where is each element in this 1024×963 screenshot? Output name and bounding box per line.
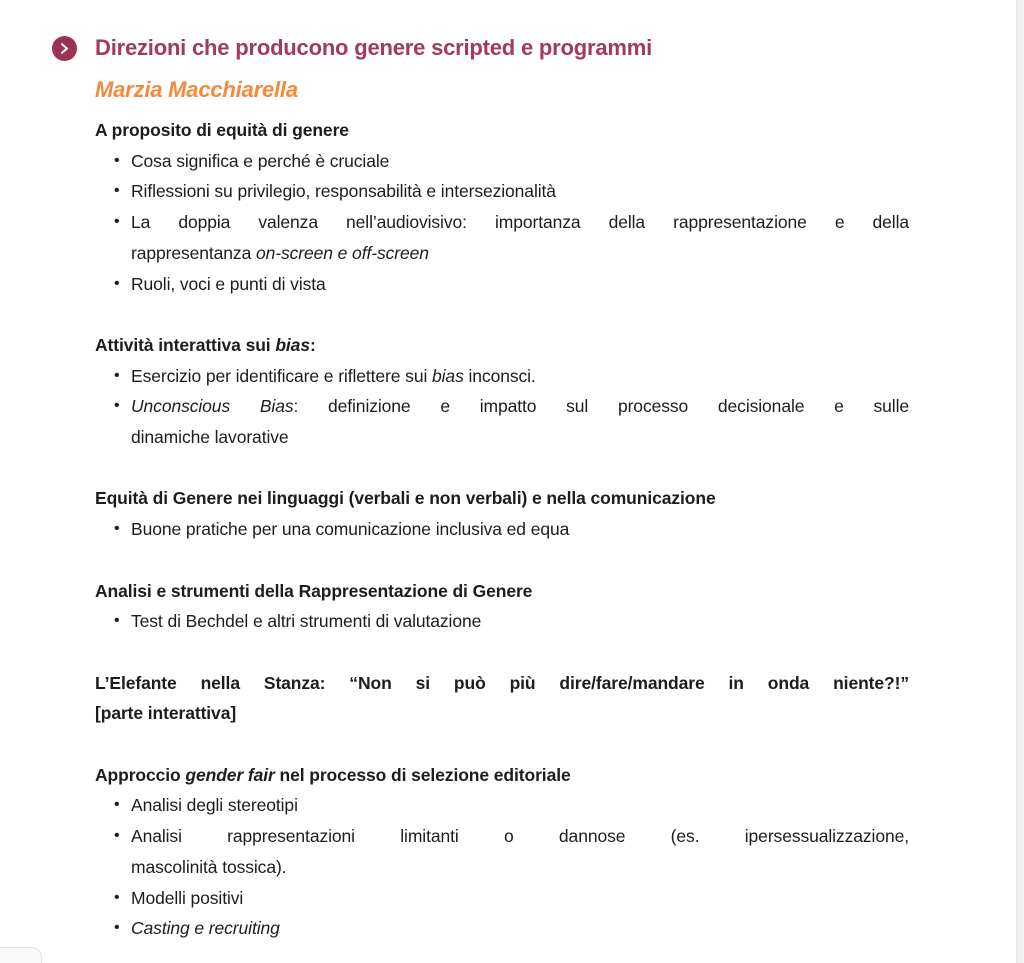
text-line bbox=[131, 269, 909, 300]
text-line bbox=[95, 698, 909, 729]
text-line bbox=[131, 238, 909, 269]
text-run: Test di Bechdel e altri strumenti di valutazione bbox=[131, 611, 482, 632]
author-name: Marzia Macchiarella bbox=[95, 77, 298, 102]
text-run: Analisi rappresentazioni limitanti o dannose (es. ipersessualizzazione, bbox=[131, 826, 909, 847]
bullet-list bbox=[95, 514, 909, 545]
corner-popup-edge bbox=[0, 947, 42, 963]
sections-container bbox=[95, 115, 909, 944]
text-run: bias bbox=[275, 334, 310, 355]
text-run: rappresentanza bbox=[131, 242, 256, 263]
bullet-text bbox=[131, 146, 909, 177]
bullet-icon: • bbox=[114, 612, 120, 630]
bullet-text bbox=[131, 514, 909, 545]
text-run: Modelli positivi bbox=[131, 887, 244, 908]
text-run: Riflessioni su privilegio, responsabilità e intersezionalità bbox=[131, 181, 556, 202]
bullet-icon: • bbox=[114, 213, 120, 231]
agenda-section bbox=[95, 760, 909, 944]
text-run: Casting e recruiting bbox=[131, 918, 280, 939]
section-heading bbox=[95, 760, 909, 791]
text-run: Ruoli, voci e punti di vista bbox=[131, 273, 326, 294]
section-heading bbox=[95, 483, 909, 514]
agenda-section bbox=[95, 115, 909, 299]
bullet-icon: • bbox=[114, 182, 120, 200]
list-item bbox=[95, 606, 909, 637]
bullet-text bbox=[131, 176, 909, 207]
text-run: dinamiche lavorative bbox=[131, 427, 289, 448]
list-item bbox=[95, 146, 909, 177]
text-run: mascolinità tossica). bbox=[131, 856, 287, 877]
list-item bbox=[95, 514, 909, 545]
viewer-right-gutter bbox=[1016, 0, 1024, 963]
section-heading bbox=[95, 115, 909, 146]
agenda-section bbox=[95, 483, 909, 544]
list-item bbox=[95, 207, 909, 268]
agenda-section bbox=[95, 330, 909, 453]
bullet-text bbox=[131, 391, 909, 452]
text-run: Esercizio per identificare e riflettere sui bbox=[131, 365, 433, 386]
text-line bbox=[95, 576, 909, 607]
text-line bbox=[95, 330, 909, 361]
bullet-text bbox=[131, 207, 909, 268]
text-run: bias bbox=[432, 365, 464, 386]
bullet-text bbox=[131, 269, 909, 300]
text-line bbox=[95, 760, 909, 791]
text-run: Buone pratiche per una comunicazione inclusiva ed equa bbox=[131, 519, 570, 540]
bullet-icon: • bbox=[114, 919, 120, 937]
bullet-list bbox=[95, 361, 909, 453]
bullet-text bbox=[131, 883, 909, 914]
page-title: Direzioni che producono genere scripted e programmi bbox=[95, 35, 653, 60]
list-item bbox=[95, 821, 909, 882]
text-line bbox=[95, 483, 909, 514]
text-run: : definizione e impatto sul processo decisionale e sulle bbox=[293, 396, 909, 417]
text-line bbox=[131, 514, 909, 545]
text-line bbox=[131, 361, 909, 392]
bullet-text bbox=[131, 821, 909, 882]
text-line bbox=[95, 668, 909, 699]
list-item bbox=[95, 361, 909, 392]
text-run: nel processo di selezione editoriale bbox=[274, 764, 571, 785]
text-run: Attività interattiva sui bbox=[95, 334, 276, 355]
text-line bbox=[95, 115, 909, 146]
list-item bbox=[95, 913, 909, 944]
section-heading bbox=[95, 330, 909, 361]
list-item bbox=[95, 176, 909, 207]
bullet-icon: • bbox=[114, 520, 120, 538]
bullet-icon: • bbox=[114, 366, 120, 384]
bullet-icon: • bbox=[114, 888, 120, 906]
text-line bbox=[131, 146, 909, 177]
text-line bbox=[131, 207, 909, 238]
text-run: Unconscious Bias bbox=[131, 396, 294, 417]
list-item bbox=[95, 790, 909, 821]
right-chevron-circle-icon bbox=[52, 36, 77, 61]
text-line bbox=[131, 883, 909, 914]
list-item bbox=[95, 883, 909, 914]
text-run: inconsci. bbox=[463, 365, 536, 386]
text-run: Analisi degli stereotipi bbox=[131, 795, 298, 816]
text-line bbox=[131, 391, 909, 422]
text-run: Approccio bbox=[95, 764, 186, 785]
text-line bbox=[131, 790, 909, 821]
bullet-text bbox=[131, 790, 909, 821]
bullet-icon: • bbox=[114, 151, 120, 169]
text-run: L’Elefante nella Stanza: “Non si può più dire/fare/mandare in onda niente?!” bbox=[95, 672, 909, 693]
bullet-list bbox=[95, 790, 909, 944]
list-item bbox=[95, 269, 909, 300]
text-run: gender fair bbox=[185, 764, 275, 785]
bullet-icon: • bbox=[114, 827, 120, 845]
list-item bbox=[95, 391, 909, 452]
text-line bbox=[131, 821, 909, 852]
bullet-text bbox=[131, 606, 909, 637]
text-run: A proposito di equità di genere bbox=[95, 120, 349, 140]
bullet-icon: • bbox=[114, 274, 120, 292]
text-run: La doppia valenza nell’audiovisivo: importanza della rappresentazione e della bbox=[131, 212, 909, 233]
bullet-icon: • bbox=[114, 397, 120, 415]
text-line bbox=[131, 176, 909, 207]
text-line bbox=[131, 913, 909, 944]
bullet-text bbox=[131, 913, 909, 944]
text-line bbox=[131, 606, 909, 637]
text-run: Equità di Genere nei linguaggi (verbali e non verbali) e nella comunicazione bbox=[95, 488, 716, 509]
text-run: : bbox=[309, 334, 316, 355]
text-line bbox=[131, 422, 909, 453]
text-run: on-screen e off-screen bbox=[255, 242, 429, 263]
bullet-icon: • bbox=[114, 796, 120, 814]
section-heading bbox=[95, 576, 909, 607]
text-run: Cosa significa e perché è cruciale bbox=[131, 150, 390, 171]
text-run: Analisi e strumenti della Rappresentazione di Genere bbox=[95, 580, 533, 601]
bullet-text bbox=[131, 361, 909, 392]
agenda-section bbox=[95, 576, 909, 637]
text-line bbox=[131, 852, 909, 883]
agenda-content bbox=[95, 115, 909, 944]
bullet-list bbox=[95, 146, 909, 300]
bullet-list bbox=[95, 606, 909, 637]
text-run: [parte interattiva] bbox=[95, 703, 237, 724]
section-heading bbox=[95, 668, 909, 729]
agenda-section bbox=[95, 668, 909, 729]
